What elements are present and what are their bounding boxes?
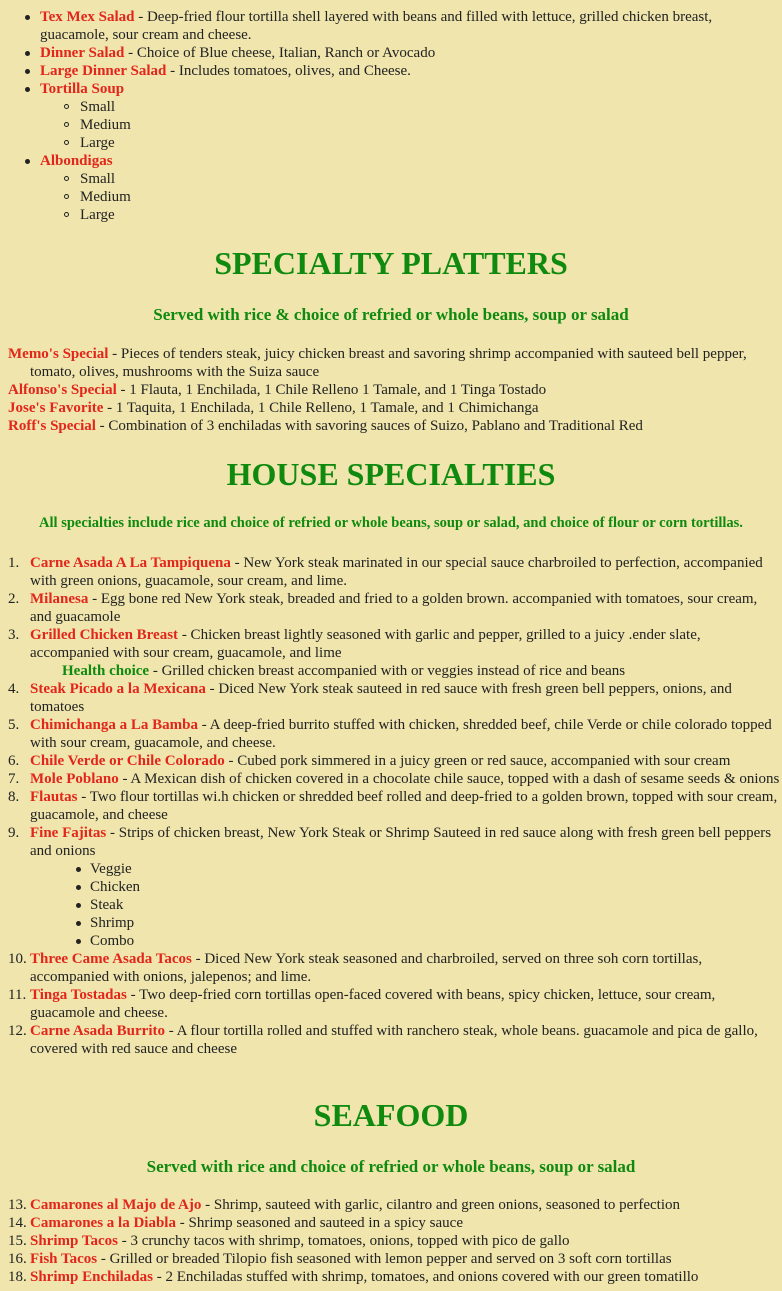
- item-number: 12.: [8, 1023, 27, 1039]
- list-item: [0, 1196, 782, 1214]
- item-desc: - Strips of chicken breast, New York Steak or Shrimp Sauteed in red sauce along with fresh green bell peppers and onions: [30, 825, 772, 859]
- item-name: Three Came Asada Tacos: [30, 951, 192, 967]
- item-name: Carne Asada A La Tampiquena: [30, 555, 231, 571]
- item-desc: - Two flour tortillas wi.h chicken or shredded beef rolled and deep-fried to a golden brown, topped with sour cream, guacamole, and cheese: [30, 789, 778, 823]
- item-desc: - Grilled or breaded Tilopio fish seasoned with lemon pepper and served on 3 soft corn tortillas: [97, 1251, 672, 1267]
- item-desc: - Deep-fried flour tortilla shell layered with beans and filled with lettuce, grilled chicken breast, guacamole, sour cream and cheese.: [40, 9, 713, 43]
- item-desc: - 3 crunchy tacos with shrimp, tomatoes, onions, topped with pico de gallo: [117, 1233, 570, 1249]
- fajita-option: Shrimp: [30, 914, 780, 932]
- list-item: [0, 1214, 782, 1232]
- list-item: [8, 345, 768, 381]
- item-name: Mole Poblano: [30, 771, 119, 787]
- list-item: [0, 752, 782, 770]
- list-item: [0, 1022, 782, 1058]
- list-item: [0, 554, 782, 590]
- item-desc: - Diced New York steak seasoned and charbroiled, served on three soh corn tortillas, accompanied with onions, jalepenos; and lime.: [30, 951, 703, 985]
- list-item: [0, 680, 782, 716]
- item-name: Flautas: [30, 789, 78, 805]
- item-number: 5.: [8, 717, 20, 733]
- size-option: Medium: [40, 188, 762, 206]
- item-name: Camarones a la Diabla: [30, 1215, 176, 1231]
- size-option: Medium: [40, 116, 762, 134]
- list-item: [0, 44, 782, 62]
- item-desc: - Combination of 3 enchiladas with savoring sauces of Suizo, Pablano and Traditional Red: [95, 418, 643, 434]
- list-item: [0, 950, 782, 986]
- list-item: [0, 986, 782, 1022]
- item-name: Memo's Special: [8, 346, 109, 362]
- item-name: Milanesa: [30, 591, 89, 607]
- item-name: Shrimp Enchiladas: [30, 1269, 153, 1285]
- item-desc: - Shrimp seasoned and sauteed in a spicy sauce: [175, 1215, 463, 1231]
- item-name: Roff's Special: [8, 418, 96, 434]
- item-desc: - 1 Flauta, 1 Enchilada, 1 Chile Relleno 1 Tamale, and 1 Tinga Tostado: [116, 382, 547, 398]
- item-desc: - New York steak marinated in our special sauce charbroiled to perfection, accompanied with green onions, guacamole, sour cream, and lime.: [30, 555, 763, 589]
- item-number: 6.: [8, 753, 20, 769]
- house-list: [0, 554, 782, 1058]
- item-number: 15.: [8, 1233, 27, 1249]
- item-desc: - 2 Enchiladas stuffed with shrimp, tomatoes, and onions covered with our green tomatillo: [152, 1269, 699, 1285]
- list-item: [0, 626, 782, 662]
- item-name: Carne Asada Burrito: [30, 1023, 165, 1039]
- item-name: Jose's Favorite: [8, 400, 104, 416]
- section-subtitle-seafood: Served with rice and choice of refried or whole beans, soup or salad: [146, 1157, 636, 1176]
- list-item: [0, 80, 782, 152]
- item-number: 10.: [8, 951, 27, 967]
- section-title-house: HOUSE SPECIALTIES: [226, 456, 556, 492]
- item-number: 7.: [8, 771, 20, 787]
- item-desc: - Chicken breast lightly seasoned with garlic and pepper, grilled to a juicy .ender slate, accompanied with sour cream, guacamole, and lime: [30, 627, 701, 661]
- item-name: Health choice: [62, 663, 150, 679]
- list-item: [0, 1232, 782, 1250]
- fajita-options: [30, 860, 780, 950]
- item-name: Fish Tacos: [30, 1251, 98, 1267]
- list-item: [0, 788, 782, 824]
- list-item: [0, 152, 782, 224]
- size-option: Small: [40, 98, 762, 116]
- item-name: Alfonso's Special: [8, 382, 117, 398]
- item-number: 9.: [8, 825, 20, 841]
- list-item: [8, 381, 768, 399]
- item-desc: - Two deep-fried corn tortillas open-faced covered with beans, spicy chicken, lettuce, sour cream, guacamole and cheese.: [30, 987, 716, 1021]
- platters-list: [8, 345, 768, 435]
- item-desc: - Choice of Blue cheese, Italian, Ranch or Avocado: [124, 45, 436, 61]
- item-desc: - Includes tomatoes, olives, and Cheese.: [166, 63, 411, 79]
- item-name: Grilled Chicken Breast: [30, 627, 179, 643]
- item-number: 18.: [8, 1269, 27, 1285]
- fajita-option: Veggie: [30, 860, 780, 878]
- item-number: 14.: [8, 1215, 27, 1231]
- salad-soup-list: [0, 8, 782, 224]
- item-name: Camarones al Majo de Ajo: [30, 1197, 202, 1213]
- item-desc: - A Mexican dish of chicken covered in a chocolate chile sauce, topped with a dash of sesame seeds & onions: [118, 771, 780, 787]
- list-item: [0, 62, 782, 80]
- item-desc: - Pieces of tenders steak, juicy chicken breast and savoring shrimp accompanied with sauteed bell pepper, tomato, olives, mushrooms with the Suiza sauce: [30, 346, 747, 380]
- item-name: Chimichanga a La Bamba: [30, 717, 198, 733]
- section-note-house: All specialties include rice and choice of refried or whole beans, soup or salad, and choice of flour or corn tortillas.: [39, 515, 743, 531]
- item-number: 2.: [8, 591, 20, 607]
- fajita-option: Combo: [30, 932, 780, 950]
- size-option: Large: [40, 206, 762, 224]
- item-name: Tortilla Soup: [40, 81, 125, 97]
- size-option: Small: [40, 170, 762, 188]
- item-desc: - Diced New York steak sauteed in red sauce with fresh green bell peppers, onions, and tomatoes: [30, 681, 732, 715]
- health-choice: [0, 662, 782, 680]
- size-list: [40, 170, 762, 224]
- list-item: [0, 770, 782, 788]
- item-name: Tex Mex Salad: [40, 9, 135, 25]
- list-item: [0, 1268, 782, 1286]
- size-list: [40, 98, 762, 152]
- item-desc: - A deep-fried burrito stuffed with chicken, shredded beef, chile Verde or chile colorado topped with sour cream, guacamole, and cheese.: [30, 717, 772, 751]
- item-number: 13.: [8, 1197, 27, 1213]
- size-option: Large: [40, 134, 762, 152]
- item-number: 8.: [8, 789, 20, 805]
- fajita-option: Steak: [30, 896, 780, 914]
- item-name: Dinner Salad: [40, 45, 125, 61]
- section-title-platters: SPECIALTY PLATTERS: [214, 245, 568, 281]
- item-name: Chile Verde or Chile Colorado: [30, 753, 225, 769]
- item-name: Shrimp Tacos: [30, 1233, 118, 1249]
- item-number: 3.: [8, 627, 20, 643]
- item-name: Steak Picado a la Mexicana: [30, 681, 206, 697]
- item-name: Tinga Tostadas: [30, 987, 127, 1003]
- list-item: [8, 417, 768, 435]
- item-name: Fine Fajitas: [30, 825, 107, 841]
- seafood-list: [0, 1196, 782, 1286]
- item-desc: - Egg bone red New York steak, breaded and fried to a golden brown. accompanied with tomatoes, sour cream, and guacamole: [30, 591, 758, 625]
- section-subtitle-platters: Served with rice & choice of refried or whole beans, soup or salad: [153, 305, 629, 324]
- list-item: [0, 590, 782, 626]
- item-number: 16.: [8, 1251, 27, 1267]
- item-desc: - Grilled chicken breast accompanied with or veggies instead of rice and beans: [149, 663, 626, 679]
- item-number: 11.: [8, 987, 27, 1003]
- section-title-seafood: SEAFOOD: [313, 1097, 469, 1133]
- item-desc: - Shrimp, sauteed with garlic, cilantro and green onions, seasoned to perfection: [201, 1197, 680, 1213]
- item-desc: - Cubed pork simmered in a juicy green or red sauce, accompanied with sour cream: [224, 753, 731, 769]
- item-number: 1.: [8, 555, 20, 571]
- fajita-option: Chicken: [30, 878, 780, 896]
- item-name: Albondigas: [40, 153, 113, 169]
- list-item: [0, 824, 782, 950]
- item-number: 4.: [8, 681, 20, 697]
- list-item: [0, 8, 782, 44]
- item-name: Large Dinner Salad: [40, 63, 167, 79]
- item-desc: - 1 Taquita, 1 Enchilada, 1 Chile Relleno, 1 Tamale, and 1 Chimichanga: [103, 400, 539, 416]
- list-item: [0, 716, 782, 752]
- list-item: [8, 399, 768, 417]
- item-desc: - A flour tortilla rolled and stuffed with ranchero steak, whole beans. guacamole and pica de gallo, covered with red sauce and cheese: [30, 1023, 758, 1057]
- list-item: [0, 1250, 782, 1268]
